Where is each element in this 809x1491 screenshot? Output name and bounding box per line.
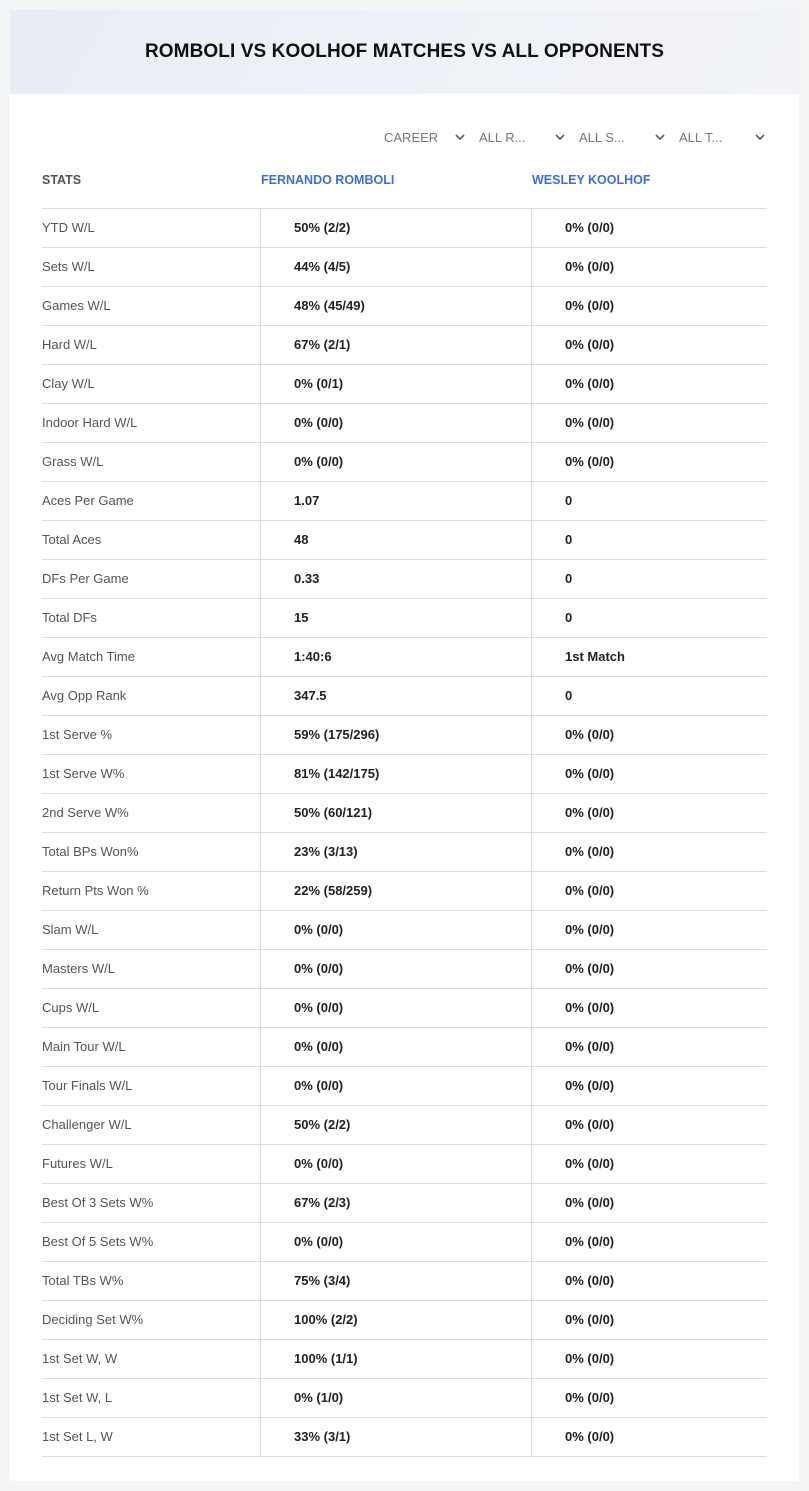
- stat-label: Hard W/L: [42, 337, 97, 352]
- player2-value: 0% (0/0): [531, 911, 767, 949]
- player1-value: 48: [260, 521, 531, 559]
- player1-value: 50% (2/2): [260, 1106, 531, 1144]
- round-filter-value: ALL R...: [479, 129, 526, 145]
- stats-card: [10, 10, 799, 1481]
- player2-value: 0% (0/0): [531, 755, 767, 793]
- player2-value: 1st Match: [531, 638, 767, 676]
- stat-label: Return Pts Won %: [42, 883, 149, 898]
- table-row: [42, 638, 767, 677]
- player2-name-link[interactable]: WESLEY KOOLHOF: [532, 173, 651, 187]
- player2-value: 0% (0/0): [531, 1418, 767, 1456]
- page-title: ROMBOLI VS KOOLHOF MATCHES VS ALL OPPONENTS: [144, 41, 665, 62]
- player2-value: 0: [531, 560, 767, 598]
- table-row: [42, 599, 767, 638]
- table-row: [42, 1067, 767, 1106]
- period-filter-select[interactable]: [384, 126, 466, 148]
- player1-value: 33% (3/1): [260, 1418, 531, 1456]
- table-row: [42, 755, 767, 794]
- table-row: [42, 1184, 767, 1223]
- player1-value: 0% (0/0): [260, 1223, 531, 1261]
- stat-label: Total Aces: [42, 532, 102, 547]
- stat-label: Sets W/L: [42, 259, 95, 274]
- player1-value: 22% (58/259): [260, 872, 531, 910]
- table-row: [42, 1418, 767, 1457]
- player1-value: 100% (1/1): [260, 1340, 531, 1378]
- stat-label: Deciding Set W%: [42, 1312, 144, 1327]
- table-row: [42, 248, 767, 287]
- table-row: [42, 1301, 767, 1340]
- stat-label: Total DFs: [42, 610, 97, 625]
- table-row: [42, 989, 767, 1028]
- player2-value: 0% (0/0): [531, 248, 767, 286]
- player2-value: 0: [531, 521, 767, 559]
- player2-value: 0% (0/0): [531, 365, 767, 403]
- player2-value: 0% (0/0): [531, 794, 767, 832]
- table-row: [42, 365, 767, 404]
- player2-value: 0% (0/0): [531, 443, 767, 481]
- table-row: [42, 1340, 767, 1379]
- player1-value: 0.33: [260, 560, 531, 598]
- stat-label: Main Tour W/L: [42, 1039, 126, 1054]
- player1-value: 67% (2/1): [260, 326, 531, 364]
- player2-value: 0% (0/0): [531, 950, 767, 988]
- player1-name-link[interactable]: FERNANDO ROMBOLI: [261, 173, 395, 187]
- column-header-stats: STATS: [42, 173, 82, 187]
- tournament-filter-select[interactable]: [679, 126, 766, 148]
- player2-value: 0% (0/0): [531, 1028, 767, 1066]
- player2-value: 0% (0/0): [531, 989, 767, 1027]
- stat-label: 1st Set W, W: [42, 1351, 118, 1366]
- player2-value: 0% (0/0): [531, 1106, 767, 1144]
- table-row: [42, 1379, 767, 1418]
- player1-value: 347.5: [260, 677, 531, 715]
- player1-value: 75% (3/4): [260, 1262, 531, 1300]
- player1-value: 1:40:6: [260, 638, 531, 676]
- player2-value: 0: [531, 599, 767, 637]
- player2-value: 0% (0/0): [531, 1262, 767, 1300]
- stat-label: Best Of 3 Sets W%: [42, 1195, 154, 1210]
- table-row: [42, 911, 767, 950]
- stat-label: Slam W/L: [42, 922, 99, 937]
- table-row: [42, 677, 767, 716]
- period-filter-value: CAREER: [384, 129, 439, 145]
- stat-label: Futures W/L: [42, 1156, 113, 1171]
- player1-value: 0% (0/0): [260, 443, 531, 481]
- stat-label: Best Of 5 Sets W%: [42, 1234, 154, 1249]
- table-header: [42, 170, 767, 208]
- player2-value: 0% (0/0): [531, 1379, 767, 1417]
- stat-label: YTD W/L: [42, 220, 95, 235]
- stat-label: Challenger W/L: [42, 1117, 132, 1132]
- table-row: [42, 482, 767, 521]
- player2-value: 0% (0/0): [531, 1223, 767, 1261]
- player1-value: 81% (142/175): [260, 755, 531, 793]
- player2-value: 0% (0/0): [531, 404, 767, 442]
- stats-table: [42, 208, 767, 1457]
- player1-value: 100% (2/2): [260, 1301, 531, 1339]
- stat-label: Masters W/L: [42, 961, 115, 976]
- table-row: [42, 521, 767, 560]
- stat-label: Total BPs Won%: [42, 844, 139, 859]
- player1-value: 0% (0/0): [260, 950, 531, 988]
- chevron-down-icon: [654, 131, 666, 143]
- table-row: [42, 716, 767, 755]
- table-row: [42, 287, 767, 326]
- stat-label: DFs Per Game: [42, 571, 129, 586]
- stat-label: Total TBs W%: [42, 1273, 124, 1288]
- chevron-down-icon: [754, 131, 766, 143]
- stat-label: 1st Set L, W: [42, 1429, 113, 1444]
- table-row: [42, 950, 767, 989]
- card-header: [10, 10, 799, 94]
- stat-label: Games W/L: [42, 298, 111, 313]
- player1-value: 0% (0/0): [260, 1067, 531, 1105]
- player1-value: 67% (2/3): [260, 1184, 531, 1222]
- table-row: [42, 872, 767, 911]
- player2-value: 0% (0/0): [531, 1301, 767, 1339]
- table-row: [42, 209, 767, 248]
- stat-label: 2nd Serve W%: [42, 805, 129, 820]
- table-row: [42, 326, 767, 365]
- surface-filter-select[interactable]: [579, 126, 666, 148]
- stat-label: 1st Set W, L: [42, 1390, 113, 1405]
- table-row: [42, 443, 767, 482]
- player1-value: 0% (0/0): [260, 1145, 531, 1183]
- player2-value: 0% (0/0): [531, 1067, 767, 1105]
- stat-label: Indoor Hard W/L: [42, 415, 138, 430]
- filter-bar: [10, 126, 799, 148]
- player2-value: 0% (0/0): [531, 1340, 767, 1378]
- table-row: [42, 1145, 767, 1184]
- table-row: [42, 1262, 767, 1301]
- table-row: [42, 560, 767, 599]
- table-row: [42, 833, 767, 872]
- player1-value: 0% (0/0): [260, 404, 531, 442]
- player2-value: 0% (0/0): [531, 872, 767, 910]
- player1-value: 59% (175/296): [260, 716, 531, 754]
- table-row: [42, 794, 767, 833]
- player2-value: 0% (0/0): [531, 326, 767, 364]
- table-row: [42, 1106, 767, 1145]
- stat-label: 1st Serve %: [42, 727, 113, 742]
- player2-value: 0: [531, 482, 767, 520]
- chevron-down-icon: [554, 131, 566, 143]
- stat-label: 1st Serve W%: [42, 766, 125, 781]
- player1-value: 23% (3/13): [260, 833, 531, 871]
- table-row: [42, 1223, 767, 1262]
- player1-value: 50% (60/121): [260, 794, 531, 832]
- stat-label: Avg Match Time: [42, 649, 135, 664]
- player1-value: 48% (45/49): [260, 287, 531, 325]
- player1-value: 0% (0/0): [260, 1028, 531, 1066]
- player2-value: 0% (0/0): [531, 833, 767, 871]
- player1-value: 0% (1/0): [260, 1379, 531, 1417]
- stat-label: Aces Per Game: [42, 493, 134, 508]
- player1-value: 0% (0/0): [260, 911, 531, 949]
- stat-label: Grass W/L: [42, 454, 104, 469]
- player2-value: 0% (0/0): [531, 287, 767, 325]
- player2-value: 0% (0/0): [531, 1184, 767, 1222]
- table-row: [42, 1028, 767, 1067]
- player2-value: 0% (0/0): [531, 1145, 767, 1183]
- player1-value: 50% (2/2): [260, 209, 531, 247]
- player1-value: 0% (0/1): [260, 365, 531, 403]
- stat-label: Clay W/L: [42, 376, 95, 391]
- round-filter-select[interactable]: [479, 126, 566, 148]
- player2-value: 0: [531, 677, 767, 715]
- stat-label: Tour Finals W/L: [42, 1078, 133, 1093]
- stat-label: Avg Opp Rank: [42, 688, 127, 703]
- surface-filter-value: ALL S...: [579, 129, 625, 145]
- player1-value: 0% (0/0): [260, 989, 531, 1027]
- player2-value: 0% (0/0): [531, 716, 767, 754]
- tournament-filter-value: ALL T...: [679, 129, 723, 145]
- player1-value: 1.07: [260, 482, 531, 520]
- chevron-down-icon: [454, 131, 466, 143]
- player1-value: 44% (4/5): [260, 248, 531, 286]
- player1-value: 15: [260, 599, 531, 637]
- player2-value: 0% (0/0): [531, 209, 767, 247]
- table-row: [42, 404, 767, 443]
- stat-label: Cups W/L: [42, 1000, 100, 1015]
